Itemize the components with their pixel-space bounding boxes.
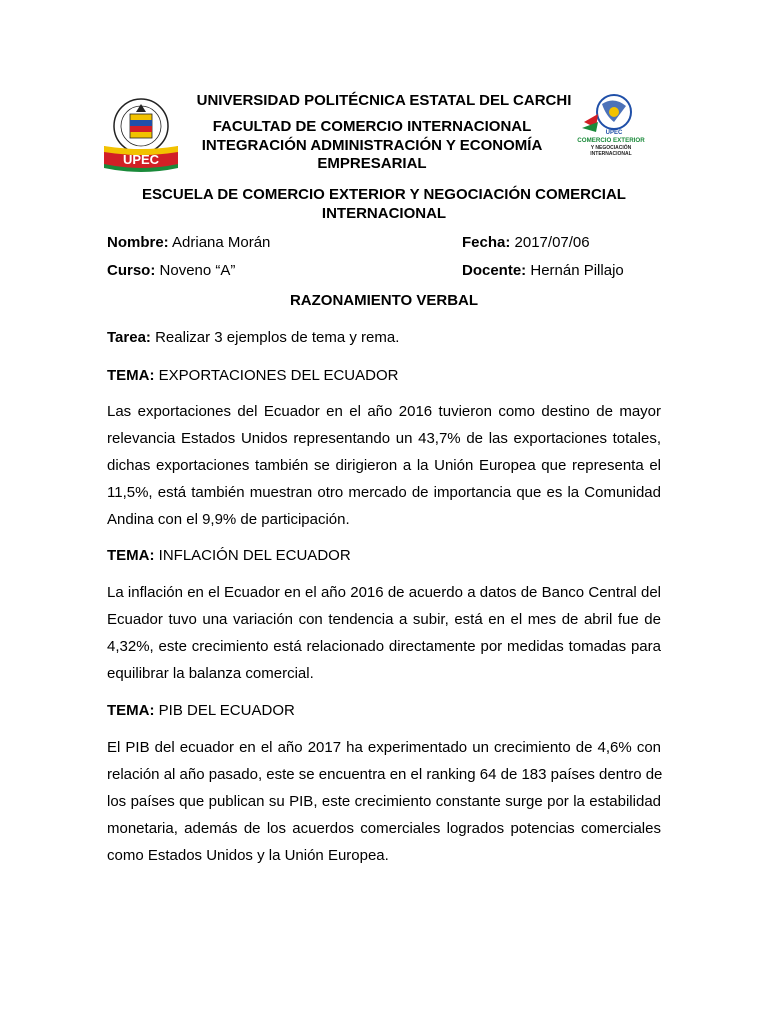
paragraph-line: Ecuador tuvo una variación con tendencia a subir, está en el mes de abril fue de	[107, 611, 661, 628]
topic-title: EXPORTACIONES DEL ECUADOR	[158, 367, 399, 384]
tarea-text: Realizar 3 ejemplos de tema y rema.	[155, 329, 400, 346]
topic-label: TEMA:	[107, 702, 155, 719]
paragraph-line: relevancia Estados Unidos representando un 43,7% de las exportaciones totales,	[107, 430, 661, 447]
paragraph-line: 11,5%, está también muestran otro mercado de importancia que es la Comunidad	[107, 484, 661, 501]
school-line: ESCUELA DE COMERCIO EXTERIOR Y NEGOCIACIÓN COMERCIAL	[142, 186, 626, 203]
docente-value: Hernán Pillajo	[530, 262, 624, 279]
paragraph-line: El PIB del ecuador en el año 2017 ha experimentado un crecimiento de 4,6% con	[107, 739, 661, 756]
school-line: INTERNACIONAL	[321, 205, 447, 222]
topic-label: TEMA:	[107, 367, 155, 384]
upec-logo-text: UPEC	[122, 152, 160, 167]
student-name	[107, 234, 270, 252]
paragraph-line: relación al año pasado, este se encuentra en el ranking 64 de 183 países dentro de	[107, 766, 663, 783]
topic-heading	[107, 547, 351, 565]
faculty-name	[196, 118, 548, 174]
document-title: RAZONAMIENTO VERBAL	[289, 292, 479, 309]
paragraph-line: Las exportaciones del Ecuador en el año 2016 tuvieron como destino de mayor	[107, 403, 661, 420]
topic-heading	[107, 702, 295, 720]
topic-paragraph	[107, 398, 661, 533]
curso-value: Noveno “A”	[159, 262, 236, 279]
paragraph-line: Andina con el 9,9% de participación.	[107, 511, 350, 528]
faculty-line: INTEGRACIÓN ADMINISTRACIÓN Y ECONOMÍA	[201, 136, 543, 154]
school-name	[107, 185, 661, 223]
faculty-line: FACULTAD DE COMERCIO INTERNACIONAL	[212, 118, 532, 135]
topic-paragraph	[107, 579, 661, 687]
topic-title: PIB DEL ECUADOR	[158, 702, 295, 719]
paragraph-line: dichas exportaciones también se dirigieron a la Unión Europea que representa el	[107, 457, 661, 474]
logo-right-top-text: UPEC	[605, 130, 623, 136]
nombre-label: Nombre:	[107, 234, 169, 251]
fecha-label: Fecha:	[462, 234, 511, 251]
curso-label: Curso:	[107, 262, 156, 279]
paragraph-line: 4,32%, este crecimiento está relacionado directamente por medidas tomadas para	[107, 638, 661, 655]
paragraph-line: como Estados Unidos y la Unión Europea.	[107, 847, 389, 864]
logo-right-text-line: INTERNACIONAL	[590, 151, 632, 157]
fecha-value: 2017/07/06	[514, 234, 590, 251]
teacher	[462, 262, 624, 280]
tarea-label: Tarea:	[107, 329, 151, 346]
logo-right-text-line: COMERCIO EXTERIOR	[577, 137, 645, 144]
logo-right-text-line: Y NEGOCIACIÓN	[590, 145, 632, 151]
upec-seal-logo	[100, 96, 182, 174]
assignment	[107, 329, 399, 347]
nombre-value: Adriana Morán	[172, 234, 271, 251]
paragraph-line: los países que publican su PIB, este crecimiento constante surge por la estabilidad	[107, 793, 661, 810]
topic-paragraph	[107, 734, 661, 869]
docente-label: Docente:	[462, 262, 527, 279]
course	[107, 262, 235, 280]
paragraph-line: La inflación en el Ecuador en el año 2016 de acuerdo a datos de Banco Central del	[107, 584, 661, 601]
paragraph-line: monetaria, además de los acuerdos comerciales logrados potencias comerciales	[107, 820, 661, 837]
faculty-line: EMPRESARIAL	[317, 155, 427, 172]
university-name: UNIVERSIDAD POLITÉCNICA ESTATAL DEL CARCHI	[196, 92, 572, 109]
date	[462, 234, 590, 252]
topic-title: INFLACIÓN DEL ECUADOR	[158, 547, 351, 564]
topic-label: TEMA:	[107, 547, 155, 564]
topic-heading	[107, 367, 398, 385]
paragraph-line: equilibrar la balanza comercial.	[107, 665, 314, 682]
